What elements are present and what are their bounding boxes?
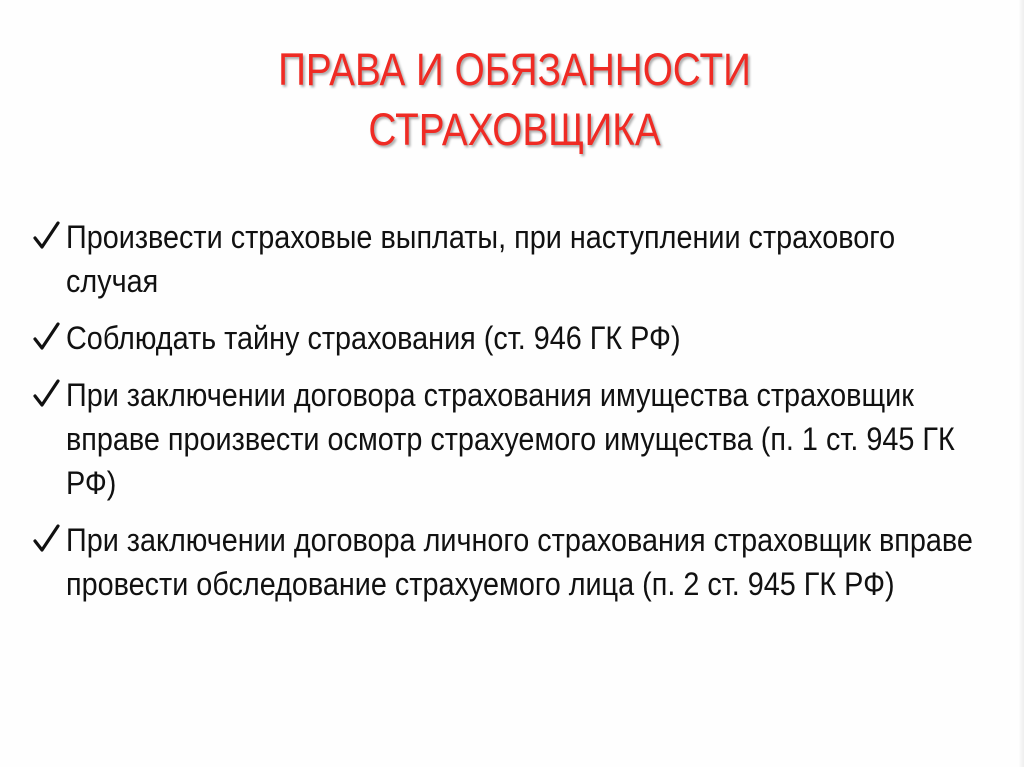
list-item: [32, 316, 982, 360]
list-item-text: При заключении договора личного страхования страховщик вправе провести обследование страхуемого лица (п. 2 ст. 945 ГК РФ): [66, 522, 973, 602]
checkmark-icon: [32, 217, 62, 257]
checkmark-icon: [32, 375, 62, 415]
list-item: [32, 518, 982, 606]
slide-edge-shadow: [1018, 0, 1024, 767]
obligations-list: [32, 215, 982, 619]
list-item-text: Соблюдать тайну страхования (ст. 946 ГК РФ): [66, 320, 681, 356]
checkmark-icon: [32, 520, 62, 560]
list-item-text: Произвести страховые выплаты, при наступлении страхового случая: [66, 219, 896, 299]
checkmark-icon: [32, 318, 62, 358]
list-item: [32, 373, 982, 505]
title-line-1: ПРАВА И ОБЯЗАННОСТИ: [278, 44, 751, 95]
slide-title: [74, 40, 955, 160]
list-item: [32, 215, 982, 303]
title-line-2: СТРАХОВЩИКА: [368, 104, 661, 155]
list-item-text: При заключении договора страхования имущества страховщик вправе произвести осмотр страхуемого имущества (п. 1 ст. 945 ГК РФ): [66, 377, 955, 501]
